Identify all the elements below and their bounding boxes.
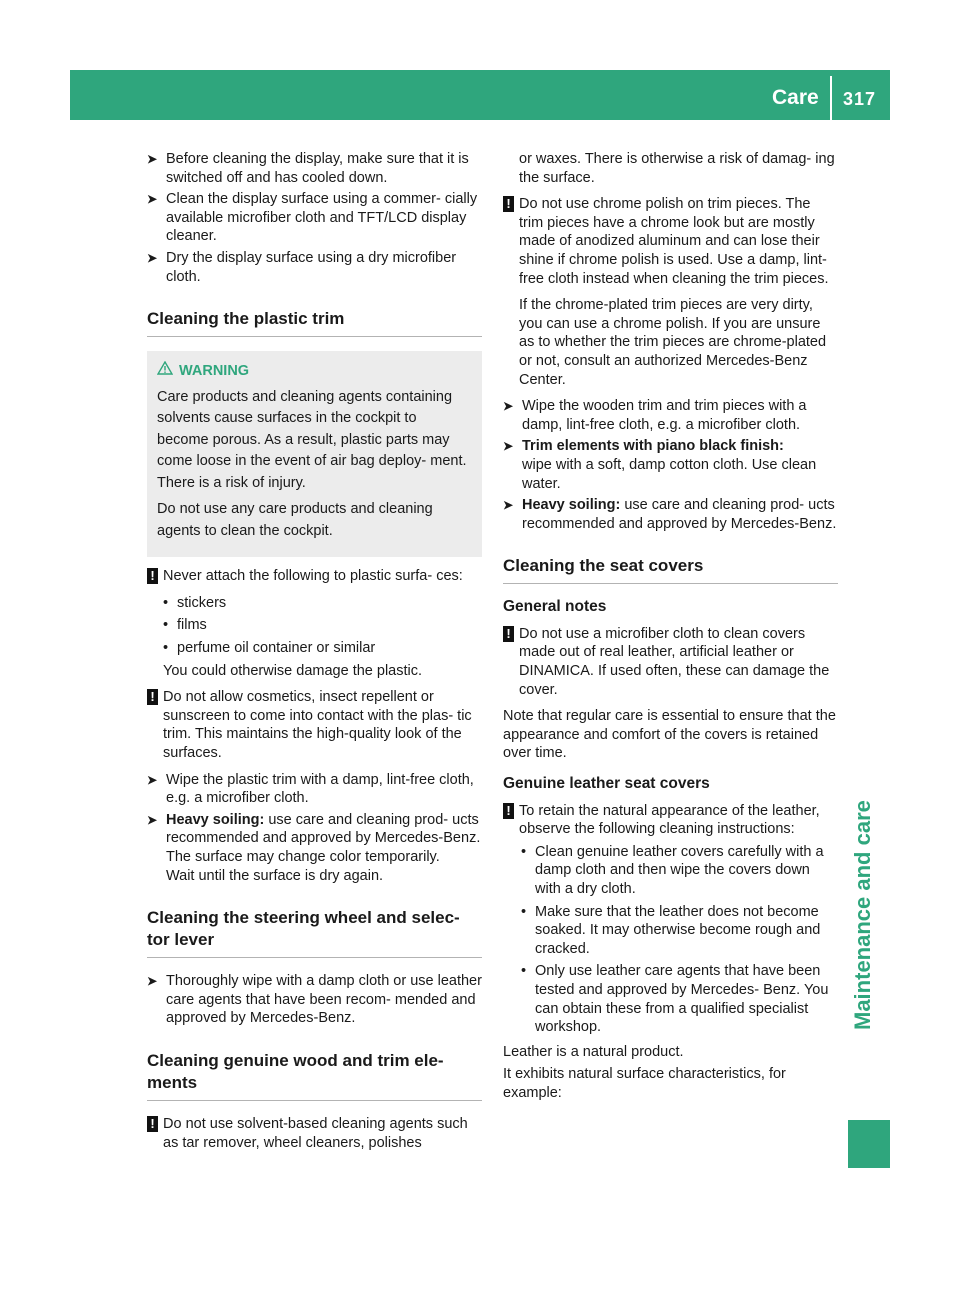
paragraph: Note that regular care is essential to ensure that the appearance and comfort of the covers is retained over time. xyxy=(503,708,836,762)
step-item: ➤ Wipe the plastic trim with a damp, lint-free cloth, e.g. a microfiber cloth. xyxy=(147,771,474,807)
step-item: ➤ Wipe the wooden trim and trim pieces with a damp, lint-free cloth, e.g. a microfiber cloth. xyxy=(503,398,807,433)
arrow-icon: ➤ xyxy=(503,498,514,513)
warning-text: Care products and cleaning agents containing solvents cause surfaces in the cockpit to become porous. As a result, plastic parts may come loose in the event of air bag deploy- ment. There is a risk of injury. xyxy=(157,388,467,491)
caution-note: ! Do not use a microfiber cloth to clean covers made out of real leather, artificial leather or DINAMICA. If used often, these can damage the cover. xyxy=(503,625,838,699)
header-divider xyxy=(830,76,832,120)
page-number: 317 xyxy=(843,89,877,109)
caution-note: ! Do not use chrome polish on trim pieces. The trim pieces have a chrome look but are mostly made of anodized aluminum and can lose their shine if chrome polish is used. Use a damp, lint-free cloth instead when cleaning the trim pieces. xyxy=(503,195,838,288)
exclamation-icon: ! xyxy=(147,1116,158,1132)
step-item: ➤ Thoroughly wipe with a damp cloth or use leather care agents that have been recom- mended and approved by Mercedes-Benz. xyxy=(147,973,482,1027)
exclamation-icon: ! xyxy=(503,626,514,642)
caution-note: ! Do not allow cosmetics, insect repellent or sunscreen to come into contact with the plas- tic trim. This maintains the high-quality look of the surfaces. xyxy=(147,688,482,762)
section-title: Care xyxy=(772,86,819,109)
left-column xyxy=(147,150,482,1160)
step-item: ➤ Before cleaning the display, make sure that it is switched off and has cooled down. xyxy=(147,151,469,186)
arrow-icon: ➤ xyxy=(147,772,158,787)
arrow-icon: ➤ xyxy=(147,192,158,207)
bullet-icon: • xyxy=(521,843,527,860)
paragraph: Leather is a natural product. xyxy=(503,1043,684,1060)
step-item: ➤ Heavy soiling: use care and cleaning prod- ucts recommended and approved by Mercedes-Benz. The surface may change color temporarily. Wait until the surface is dry again. xyxy=(147,811,481,884)
arrow-icon: ➤ xyxy=(503,439,514,454)
list-item: • Make sure that the leather does not become soaked. It may otherwise become rough and cracked. xyxy=(521,903,821,957)
exclamation-icon: ! xyxy=(147,568,158,584)
caution-note: ! Never attach the following to plastic surfa- ces: xyxy=(147,567,482,586)
warning-triangle-icon xyxy=(157,361,173,381)
warning-box xyxy=(147,351,482,557)
list-item: • stickers xyxy=(163,594,227,611)
step-item: ➤ Heavy soiling: use care and cleaning prod- ucts recommended and approved by Mercedes-Benz. xyxy=(503,497,837,532)
warning-header: WARNING xyxy=(157,361,472,381)
warning-text: Do not use any care products and cleaning agents to clean the cockpit. xyxy=(157,501,433,539)
side-tab-label: Maintenance and care xyxy=(850,800,875,1030)
exclamation-icon: ! xyxy=(503,803,514,819)
step-item: ➤ Trim elements with piano black finish: wipe with a soft, damp cotton cloth. Use clean water. xyxy=(503,438,817,492)
bullet-icon: • xyxy=(521,903,527,920)
step-item: ➤ Clean the display surface using a commer- cially available microfiber cloth and TFT/LCD display cleaner. xyxy=(147,191,478,245)
exclamation-icon: ! xyxy=(503,196,514,212)
bullet-icon: • xyxy=(521,963,527,980)
exclamation-icon: ! xyxy=(147,689,158,705)
step-item: ➤ Dry the display surface using a dry microfiber cloth. xyxy=(147,249,457,285)
arrow-icon: ➤ xyxy=(147,812,158,827)
list-item: • films xyxy=(163,617,207,634)
heading-seat-covers: Cleaning the seat covers xyxy=(503,555,838,584)
heading-steering-wheel: Cleaning the steering wheel and selec- tor lever xyxy=(147,907,482,958)
heading-wood-trim: Cleaning genuine wood and trim ele- ments xyxy=(147,1050,482,1101)
bullet-icon: • xyxy=(163,640,169,657)
note-text: You could otherwise damage the plastic. xyxy=(163,662,423,679)
bullet-icon: • xyxy=(163,594,169,611)
paragraph: It exhibits natural surface characteristics, for example: xyxy=(503,1066,786,1101)
list-item: • Clean genuine leather covers carefully with a damp cloth and then wipe the covers down with a dry cloth. xyxy=(521,843,824,897)
arrow-icon: ➤ xyxy=(147,152,158,166)
list-item: • Only use leather care agents that have been tested and approved by Mercedes- Benz. You can obtain these from a qualified specialist workshop. xyxy=(521,963,829,1036)
right-column xyxy=(503,150,838,1107)
arrow-icon: ➤ xyxy=(503,399,514,414)
heading-general-notes: General notes xyxy=(503,598,607,616)
list-item: • perfume oil container or similar xyxy=(163,640,376,657)
arrow-icon: ➤ xyxy=(147,250,158,265)
heading-genuine-leather: Genuine leather seat covers xyxy=(503,775,710,793)
caution-note: ! To retain the natural appearance of the leather, observe the following cleaning instructions: xyxy=(503,802,838,839)
note-text: If the chrome-plated trim pieces are very dirty, you can use a chrome polish. If you are unsure as to whether the trim pieces are chrome-plated or not, consult an authorized Mercedes-Benz Center. xyxy=(519,297,827,388)
side-tab-block xyxy=(848,1120,890,1168)
arrow-icon: ➤ xyxy=(147,974,158,989)
heading-plastic-trim: Cleaning the plastic trim xyxy=(147,308,482,337)
header-bar xyxy=(70,70,890,120)
note-continuation: or waxes. There is otherwise a risk of damag- ing the surface. xyxy=(519,151,835,186)
bullet-icon: • xyxy=(163,617,169,634)
caution-note: ! Do not use solvent-based cleaning agents such as tar remover, wheel cleaners, polishes xyxy=(147,1115,482,1152)
